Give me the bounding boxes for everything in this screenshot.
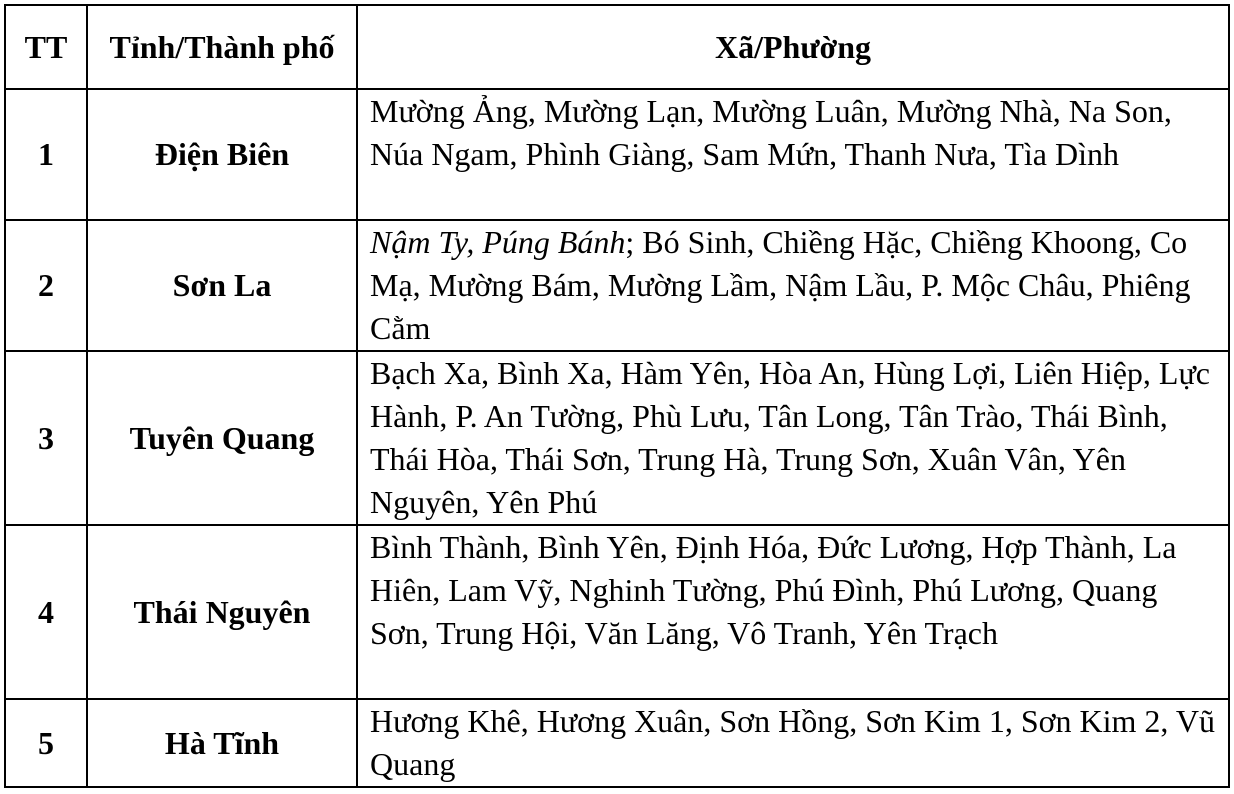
province-name: Điện Biên [87,89,357,220]
row-number: 5 [5,699,87,787]
table-row [5,699,1229,787]
table-row [5,525,1229,699]
wards-list: Bạch Xa, Bình Xa, Hàm Yên, Hòa An, Hùng Lợi, Liên Hiệp, Lực Hành, P. An Tường, Phù Lưu, Tân Long, Tân Trào, Thái Bình, Thái Hòa, Thái Sơn, Trung Hà, Trung Sơn, Xuân Vân, Yên Nguyên, Yên Phú [370,355,1210,520]
table-row [5,220,1229,351]
header-wards: Xã/Phường [357,5,1229,89]
province-wards-table [4,4,1230,788]
wards-italic: Nậm Ty, Púng Bánh [370,224,626,260]
wards-list: Hương Khê, Hương Xuân, Sơn Hồng, Sơn Kim 1, Sơn Kim 2, Vũ Quang [370,703,1215,782]
row-number: 4 [5,525,87,699]
wards-cell [357,220,1229,351]
wards-list: Mường Ảng, Mường Lạn, Mường Luân, Mường Nhà, Na Son, Núa Ngam, Phình Giàng, Sam Mứn, Thanh Nưa, Tìa Dình [370,93,1172,172]
wards-cell [357,89,1229,220]
wards-list: ; Bó Sinh, Chiềng Hặc, Chiềng Khoong, Co Mạ, Mường Bám, Mường Lầm, Nậm Lầu, P. Mộc Châu, Phiêng Cằm [370,224,1191,346]
table-row [5,351,1229,525]
table-row [5,89,1229,220]
row-number: 3 [5,351,87,525]
province-name: Hà Tĩnh [87,699,357,787]
header-province: Tỉnh/Thành phố [87,5,357,89]
province-name: Thái Nguyên [87,525,357,699]
row-number: 2 [5,220,87,351]
wards-cell [357,525,1229,699]
header-tt: TT [5,5,87,89]
province-name: Tuyên Quang [87,351,357,525]
wards-list: Bình Thành, Bình Yên, Định Hóa, Đức Lương, Hợp Thành, La Hiên, Lam Vỹ, Nghinh Tường, Phú Đình, Phú Lương, Quang Sơn, Trung Hội, Văn Lăng, Vô Tranh, Yên Trạch [370,529,1177,651]
wards-cell [357,699,1229,787]
row-number: 1 [5,89,87,220]
province-name: Sơn La [87,220,357,351]
header-row [5,5,1229,89]
wards-cell [357,351,1229,525]
